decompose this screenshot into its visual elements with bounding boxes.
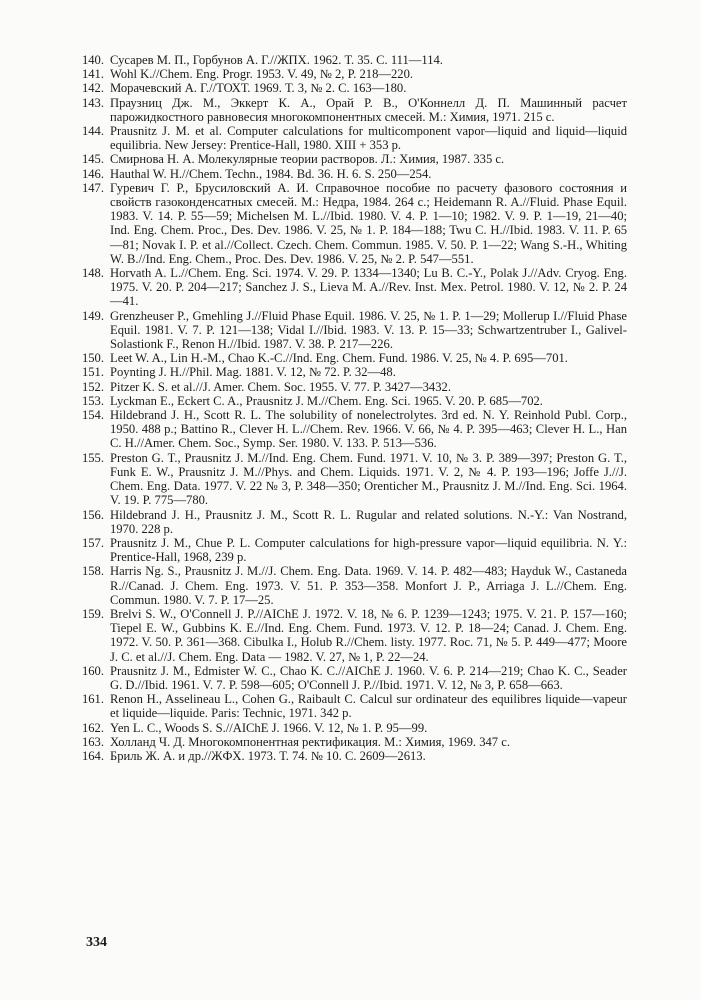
- reference-text: Wohl K.//Chem. Eng. Progr. 1953. V. 49, № 2, P. 218—220.: [110, 67, 414, 82]
- reference-number: 146.: [81, 166, 104, 181]
- reference-item: [74, 664, 627, 692]
- page-number: 334: [86, 935, 107, 950]
- reference-number: 142.: [81, 81, 104, 96]
- reference-number: 147.: [81, 180, 104, 195]
- reference-number: 149.: [81, 308, 104, 323]
- reference-number: 163.: [81, 734, 104, 749]
- reference-item: [74, 167, 627, 181]
- reference-number: 152.: [81, 379, 104, 394]
- reference-item: [74, 721, 627, 735]
- reference-item: [74, 380, 627, 394]
- reference-number: 150.: [81, 351, 104, 366]
- reference-text: Сусарев М. П., Горбунов А. Г.//ЖПХ. 1962. Т. 35. С. 111—114.: [110, 53, 443, 67]
- reference-text: Hildebrand J. H., Prausnitz J. M., Scott R. L. Rugular and related solutions. N.-Y.: Van Nostrand, 1970. 228 p.: [110, 507, 627, 536]
- reference-number: 153.: [81, 393, 104, 408]
- reference-text: Grenzheuser P., Gmehling J.//Fluid Phase Equil. 1986. V. 25, № 1. P. 1—29; Mollerup I.//Fluid Phase Equil. 1981. V. 7. P. 121—138; Vidal I.//Ibid. 1983. V. 13. P. 15—33; Schwartzentruber I., Galivel-Solastionk F., Renon H.//Ibid. 1987. V. 38. P. 217—226.: [110, 308, 627, 352]
- reference-item: [74, 67, 627, 81]
- reference-text: Гуревич Г. Р., Брусиловский А. И. Справочное пособие по расчету фазового состояния и свойств газоконденсатных смесей. М.: Недра, 1984. 264 с.; Heidemann R. A.//Fluid. Phase Equil. 1983. V. 14. P. 55—59; Michelsen M. L.//Ibid. 1980. V. 4. P. 1—10; 1982. V. 9. P. 1—19, 21—40; Ind. Eng. Chem. Proc., Des. Dev. 1986. V. 25, № 1. P. 184—188; Twu C. H.//Ibid. 1983. V. 11. P. 65—81; Novak I. P. et al.//Collect. Czech. Chem. Commun. 1985. V. 50. P. 1—22; Wang S.-H., Whiting W. B.//Ind. Eng. Chem., Proc. Des. Dev. 1986. V. 25, № 2. P. 547—551.: [110, 180, 627, 266]
- reference-number: 154.: [81, 408, 104, 423]
- reference-number: 143.: [81, 95, 104, 110]
- reference-text: Праузниц Дж. М., Эккерт К. А., Орай Р. В., О'Коннелл Д. П. Машинный расчет парожидкостного равновесия многокомпонентных смесей. М.: Химия, 1971. 215 с.: [110, 95, 627, 124]
- reference-item: [74, 53, 627, 67]
- reference-number: 141.: [81, 67, 104, 82]
- reference-text: Hildebrand J. H., Scott R. L. The solubility of nonelectrolytes. 3rd ed. N. Y. Reinhold Publ. Corp., 1950. 488 p.; Battino R., Clever H. L.//Chem. Rev. 1966. V. 66, № 4. P. 395—463; Clever H. L., Han C. H.//Amer. Chem. Soc., Symp. Ser. 1980. V. 133. P. 513—536.: [110, 408, 627, 451]
- reference-number: 145.: [81, 152, 104, 167]
- reference-item: [74, 152, 627, 166]
- reference-text: Preston G. T., Prausnitz J. M.//Ind. Eng. Chem. Fund. 1971. V. 10, № 3. P. 389—397; Preston G. T., Funk E. W., Prausnitz J. M.//Phys. and Chem. Liquids. 1971. V. 2, № 4. P. 193—196; Joffe J.//J. Chem. Eng. Data. 1977. V. 22 № 3, P. 348—350; Orenticher M., Prausnitz J. M.//Ind. Eng. Sci. 1964. V. 19. P. 775—780.: [110, 450, 627, 508]
- reference-text: Leet W. A., Lin H.-M., Chao K.-C.//Ind. Eng. Chem. Fund. 1986. V. 25, № 4. P. 695—701.: [110, 351, 568, 366]
- reference-item: [74, 351, 627, 365]
- reference-item: [74, 266, 627, 309]
- reference-number: 140.: [81, 53, 104, 67]
- reference-item: [74, 451, 627, 508]
- reference-text: Lyckman E., Eckert C. A., Prausnitz J. M.//Chem. Eng. Sci. 1965. V. 20. P. 685—702.: [110, 393, 543, 408]
- reference-text: Renon H., Asselineau L., Cohen G., Raibault C. Calcul sur ordinateur des equilibres liquide—vapeur et liquide—liquide. Paris: Technic, 1971. 342 p.: [110, 692, 627, 721]
- reference-number: 159.: [81, 606, 104, 621]
- reference-item: [74, 564, 627, 607]
- reference-text: Horvath A. L.//Chem. Eng. Sci. 1974. V. 29. P. 1334—1340; Lu B. C.-Y., Polak J.//Adv. Cryog. Eng. 1975. V. 20. P. 204—217; Sanchez J. S., Lieva M. A.//Rev. Inst. Mex. Petrol. 1980. V. 12, № 2. P. 24—41.: [110, 266, 627, 309]
- reference-item: [74, 81, 627, 95]
- reference-item: [74, 508, 627, 536]
- reference-item: [74, 749, 627, 763]
- reference-text: Pitzer K. S. et al.//J. Amer. Chem. Soc. 1955. V. 77. P. 3427—3432.: [110, 379, 451, 394]
- reference-number: 157.: [81, 535, 104, 550]
- reference-number: 144.: [81, 124, 104, 139]
- reference-text: Hauthal W. H.//Chem. Techn., 1984. Bd. 36. H. 6. S. 250—254.: [110, 166, 432, 181]
- reference-number: 160.: [81, 663, 104, 678]
- reference-number: 148.: [81, 266, 104, 281]
- reference-text: Yen L. C., Woods S. S.//AIChE J. 1966. V. 12, № 1. P. 95—99.: [110, 720, 428, 735]
- reference-number: 151.: [81, 365, 104, 380]
- reference-number: 161.: [81, 692, 104, 707]
- reference-item: [74, 309, 627, 352]
- reference-item: [74, 692, 627, 720]
- reference-number: 158.: [81, 564, 104, 579]
- reference-item: [74, 408, 627, 451]
- reference-number: 164.: [81, 748, 104, 763]
- reference-item: [74, 394, 627, 408]
- reference-item: [74, 536, 627, 564]
- reference-text: Смирнова Н. А. Молекулярные теории растворов. Л.: Химия, 1987. 335 с.: [110, 152, 505, 167]
- reference-text: Prausnitz J. M. et al. Computer calculations for multicomponent vapor—liquid and liquid—liquid equilibria. New Jersey: Prentice-Hall, 1980. XIII + 353 p.: [110, 124, 627, 153]
- reference-text: Морачевский А. Г.//ТОХТ. 1969. Т. 3, № 2. С. 163—180.: [110, 81, 407, 96]
- reference-text: Harris Ng. S., Prausnitz J. M.//J. Chem. Eng. Data. 1969. V. 14. P. 482—483; Hayduk W., Castaneda R.//Canad. J. Chem. Eng. 1973. V. 51. P. 353—358. Monfort J. P., Arriaga J. L.//Chem. Eng. Commun. 1980. V. 7. P. 17—25.: [110, 564, 627, 607]
- reference-text: Poynting J. H.//Phil. Mag. 1881. V. 12, № 72. P. 32—48.: [110, 365, 396, 380]
- reference-text: Prausnitz J. M., Edmister W. C., Chao K. C.//AIChE J. 1960. V. 6. P. 214—219; Chao K. C., Seader G. D.//Ibid. 1961. V. 7. P. 598—605; O'Connell J. P.//Ibid. 1971. V. 12, № 3, P. 658—663.: [110, 663, 627, 692]
- reference-text: Prausnitz J. M., Chue P. L. Computer calculations for high-pressure vapor—liquid equilibria. N. Y.: Prentice-Hall, 1968, 239 p.: [110, 535, 627, 565]
- reference-number: 155.: [81, 450, 104, 465]
- reference-text: Бриль Ж. А. и др.//ЖФХ. 1973. Т. 74. № 10. С. 2609—2613.: [110, 748, 426, 763]
- reference-text: Brelvi S. W., O'Connell J. P.//AIChE J. 1972. V. 18, № 6. P. 1239—1243; 1975. V. 21. P. 157—160; Tiepel E. W., Gubbins K. E.//Ind. Eng. Chem. Fund. 1973. V. 12. P. 18—24; Canad. J. Chem. Eng. 1972. V. 50. P. 361—368. Cibulka I., Holub R.//Chem. listy. 1977. Roc. 71, № 5. P. 449—477; Moore J. C. et al.//J. Chem. Eng. Data — 1982. V. 27, № 1, P. 22—24.: [110, 606, 627, 664]
- reference-item: [74, 96, 627, 124]
- reference-item: [74, 735, 627, 749]
- reference-number: 156.: [81, 507, 104, 522]
- reference-item: [74, 607, 627, 664]
- reference-text: Холланд Ч. Д. Многокомпонентная ректификация. М.: Химия, 1969. 347 с.: [110, 734, 510, 749]
- reference-item: [74, 365, 627, 379]
- reference-number: 162.: [81, 720, 104, 735]
- reference-list: [74, 53, 627, 763]
- reference-item: [74, 124, 627, 152]
- reference-item: [74, 181, 627, 266]
